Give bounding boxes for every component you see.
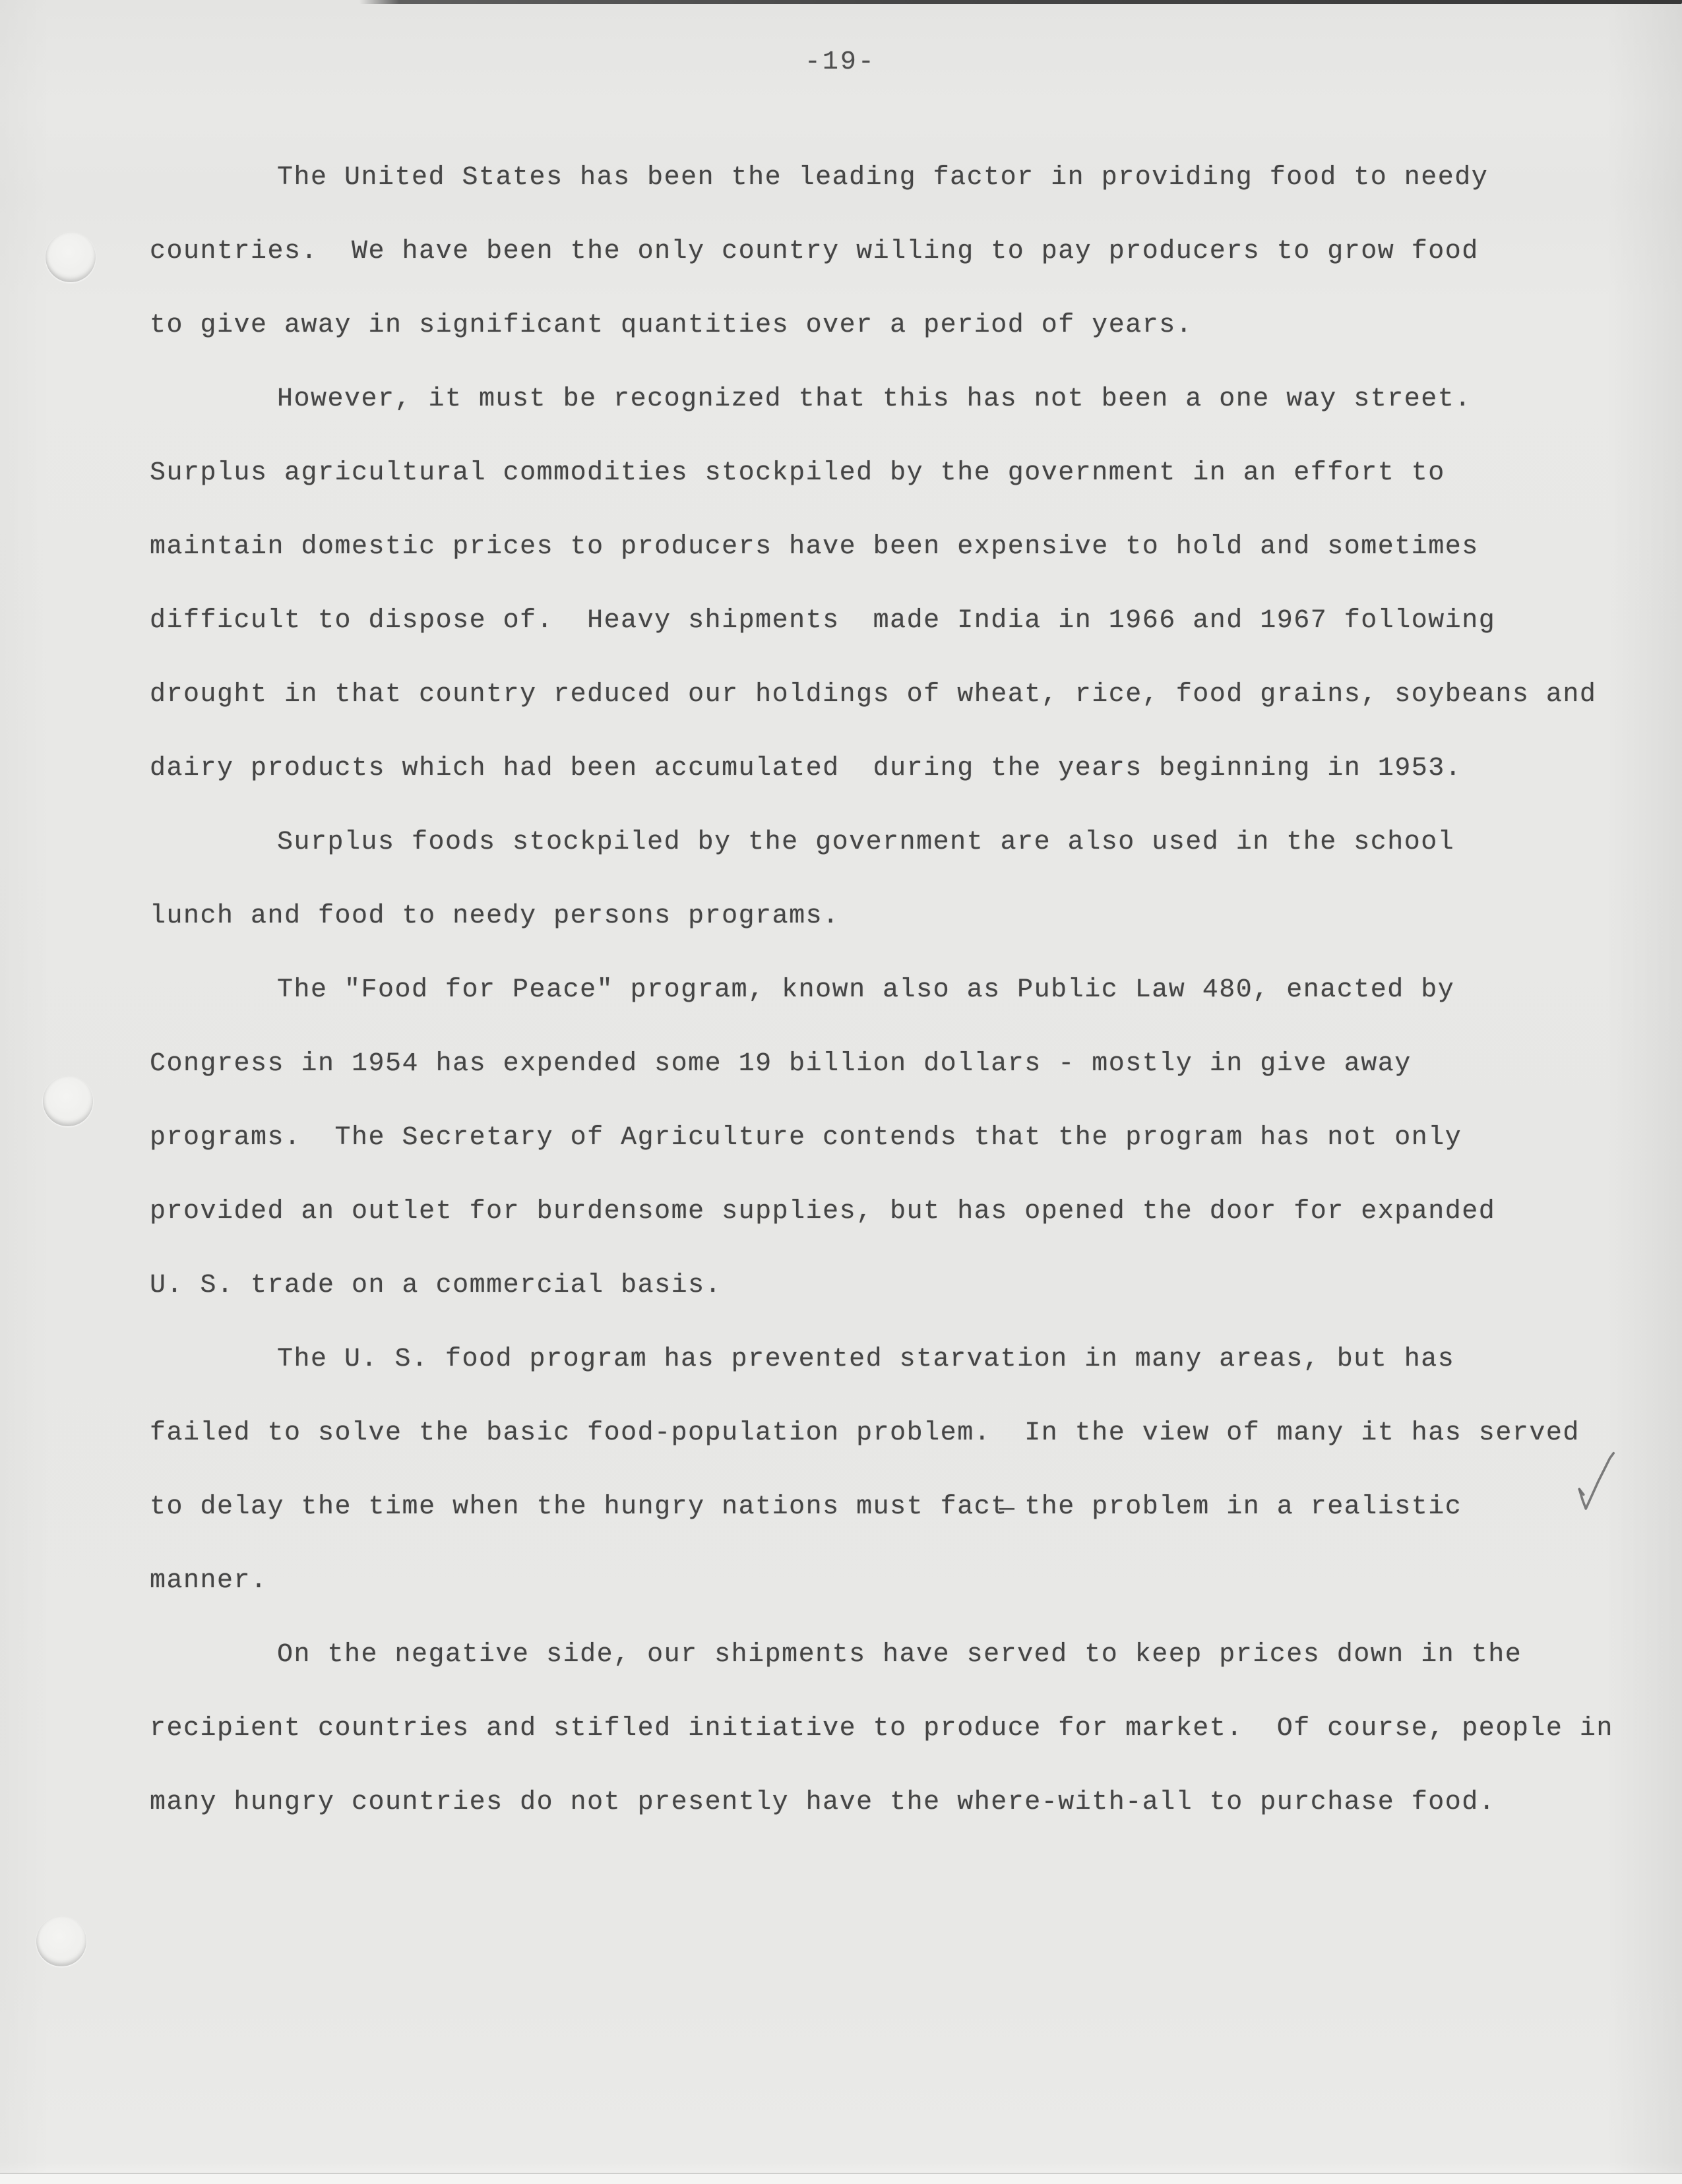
text-line-18: failed to solve the basic food-population problem. In the view of many it has served <box>150 1418 1580 1448</box>
text-line-13: Congress in 1954 has expended some 19 billion dollars - mostly in give away <box>150 1049 1412 1079</box>
text-line-6: maintain domestic prices to producers have been expensive to hold and sometimes <box>150 532 1479 562</box>
text-line-1: The United States has been the leading factor in providing food to needy <box>277 163 1489 193</box>
text-line-14: programs. The Secretary of Agriculture contends that the program has not only <box>150 1123 1462 1153</box>
text-line-19: to delay the time when the hungry nations must fact̶ the problem in a realistic <box>150 1492 1462 1522</box>
text-line-9: dairy products which had been accumulated during the years beginning in 1953. <box>150 754 1462 783</box>
document-body <box>150 141 1634 1840</box>
punch-hole-middle <box>43 1076 93 1126</box>
scan-bottom-edge <box>0 2173 1682 2184</box>
text-line-8: drought in that country reduced our holdings of wheat, rice, food grains, soybeans and <box>150 680 1597 710</box>
punch-hole-top <box>46 232 96 282</box>
text-line-12: The "Food for Peace" program, known also as Public Law 480, enacted by <box>277 975 1455 1005</box>
handwritten-checkmark-icon <box>1574 1448 1620 1518</box>
text-line-21: On the negative side, our shipments have served to keep prices down in the <box>277 1640 1522 1670</box>
text-line-15: provided an outlet for burdensome supplies, but has opened the door for expanded <box>150 1197 1496 1227</box>
text-line-3: to give away in significant quantities over a period of years. <box>150 311 1193 340</box>
text-line-10: Surplus foods stockpiled by the government are also used in the school <box>277 828 1455 857</box>
text-line-11: lunch and food to needy persons programs. <box>150 901 840 931</box>
page-number: -19- <box>804 47 876 77</box>
text-line-20: manner. <box>150 1566 268 1596</box>
text-line-7: difficult to dispose of. Heavy shipments made India in 1966 and 1967 following <box>150 606 1496 636</box>
punch-hole-bottom <box>36 1916 86 1966</box>
text-line-22: recipient countries and stifled initiative to produce for market. Of course, people in <box>150 1714 1613 1744</box>
text-line-5: Surplus agricultural commodities stockpiled by the government in an effort to <box>150 458 1445 488</box>
text-line-23: many hungry countries do not presently have the where-with-all to purchase food. <box>150 1788 1496 1817</box>
scan-top-edge <box>359 0 1682 4</box>
text-line-4: However, it must be recognized that this has not been a one way street. <box>277 384 1472 414</box>
text-line-17: The U. S. food program has prevented starvation in many areas, but has <box>277 1345 1455 1374</box>
text-line-16: U. S. trade on a commercial basis. <box>150 1271 722 1300</box>
text-line-2: countries. We have been the only country willing to pay producers to grow food <box>150 237 1479 266</box>
